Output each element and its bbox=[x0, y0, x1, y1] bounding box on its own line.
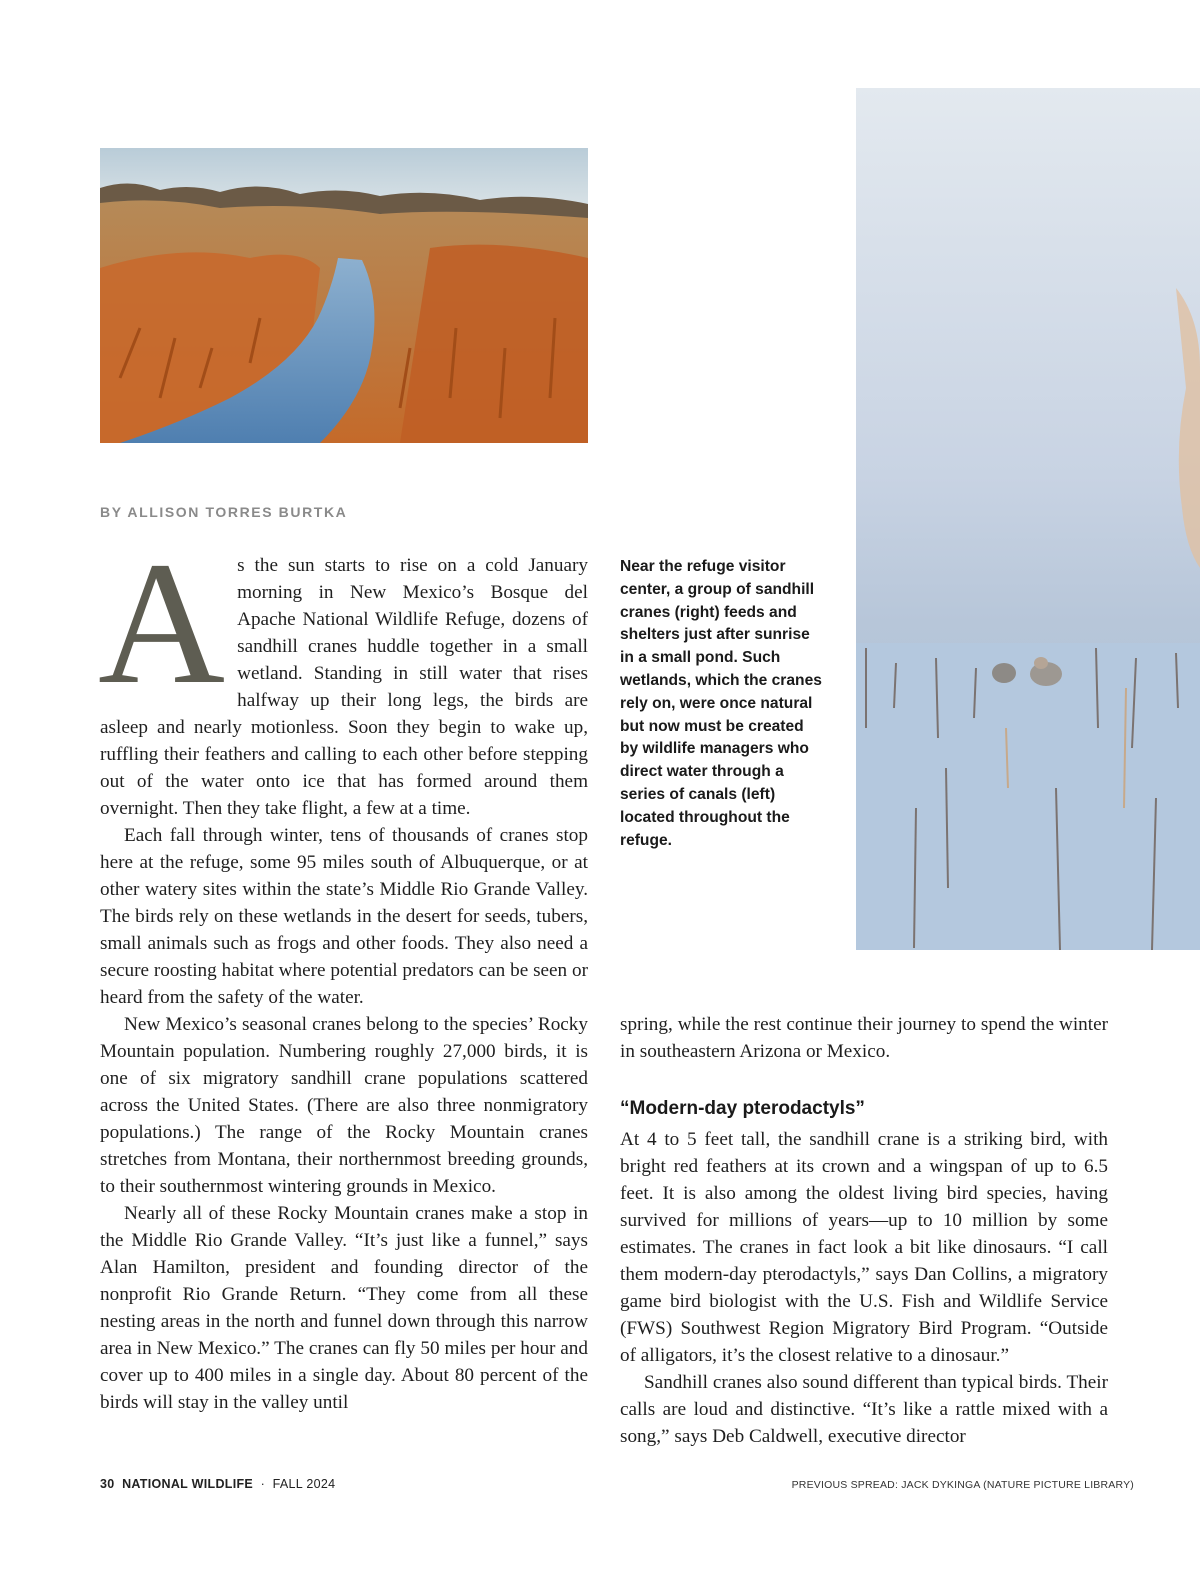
photo-caption: Near the refuge visitor center, a group of sandhill cranes (right) feeds and shelters just after sunrise in a small pond. Such wetlands, which the cranes rely on, were once natural but now must be created by wildlife managers who direct water through a series of canals (left) located throughout the refuge. bbox=[620, 558, 822, 849]
article-paragraph: Each fall through winter, tens of thousands of cranes stop here at the refuge, some 95 miles south of Albuquerque, or at other watery sites within the state’s Middle Rio Grande Valley. The birds rely on these wetlands in the desert for seeds, tubers, small animals such as frogs and other foods. They also need a secure roosting habitat where potential predators can be seen or heard from the safety of the water. bbox=[100, 825, 588, 1008]
article-column-left bbox=[98, 526, 588, 1416]
issue-date: FALL 2024 bbox=[272, 1477, 336, 1491]
article-paragraph: spring, while the rest continue their journey to spend the winter in southeastern Arizona or Mexico. bbox=[620, 1014, 1108, 1062]
magazine-name: NATIONAL WILDLIFE bbox=[122, 1477, 254, 1491]
cranes-wetland-image bbox=[856, 88, 1200, 950]
footer-separator: · bbox=[260, 1477, 266, 1491]
page-number: 30 bbox=[100, 1477, 115, 1491]
photo-credit: PREVIOUS SPREAD: JACK DYKINGA (NATURE PICTURE LIBRARY) bbox=[791, 1479, 1134, 1491]
article-paragraph: At 4 to 5 feet tall, the sandhill crane is a striking bird, with bright red feathers at its crown and a wingspan of up to 6.5 feet. It is also among the oldest living bird species, having survived for millions of years—up to 10 million by some estimates. The cranes in fact look a bit like dinosaurs. “I call them modern-day pterodactyls,” says Dan Collins, a migratory game bird biologist with the U.S. Fish and Wildlife Service (FWS) Southwest Region Migratory Bird Program. “Outside of alligators, it’s the closest relative to a dinosaur.” bbox=[620, 1129, 1108, 1366]
page-footer bbox=[100, 1477, 335, 1491]
paragraph-text: s the sun starts to rise on a cold January morning in New Mexico’s Bosque del Apache National Wildlife Refuge, dozens of sandhill cranes huddle together in a small wetland. Standing in still water that rises halfway up their long legs, the birds are asleep and nearly motionless. Soon they begin to wake up, ruffling their feathers and calling to each other before stepping out of the water onto ice that has formed around them overnight. Then they take flight, a few at a time. bbox=[100, 555, 588, 819]
article-paragraph: Sandhill cranes also sound different than typical birds. Their calls are loud and distinctive. “It’s like a rattle mixed with a song,” says Deb Caldwell, executive director bbox=[620, 1372, 1108, 1447]
article-column-right bbox=[620, 1011, 1108, 1450]
canal-photo bbox=[100, 148, 588, 443]
canal-landscape-image bbox=[100, 148, 588, 443]
cranes-photo bbox=[856, 88, 1200, 950]
section-subhead: “Modern-day pterodactyls” bbox=[620, 1098, 865, 1119]
article-paragraph bbox=[98, 526, 588, 822]
drop-cap: A bbox=[98, 526, 226, 721]
byline: BY ALLISON TORRES BURTKA bbox=[100, 504, 348, 520]
article-paragraph: New Mexico’s seasonal cranes belong to the species’ Rocky Mountain population. Numbering roughly 27,000 birds, it is one of six migratory sandhill crane populations scattered across the United States. (There are also three nonmigratory populations.) The range of the Rocky Mountain cranes stretches from Montana, their northernmost breeding grounds, to their southernmost wintering grounds in Mexico. bbox=[100, 1014, 588, 1197]
article-paragraph: Nearly all of these Rocky Mountain cranes make a stop in the Middle Rio Grande Valley. “It’s just like a funnel,” says Alan Hamilton, president and founding director of the nonprofit Rio Grande Return. “They come from all these nesting areas in the north and funnel down through this narrow area in New Mexico.” The cranes can fly 50 miles per hour and cover up to 400 miles in a single day. About 80 percent of the birds will stay in the valley until bbox=[100, 1203, 588, 1413]
